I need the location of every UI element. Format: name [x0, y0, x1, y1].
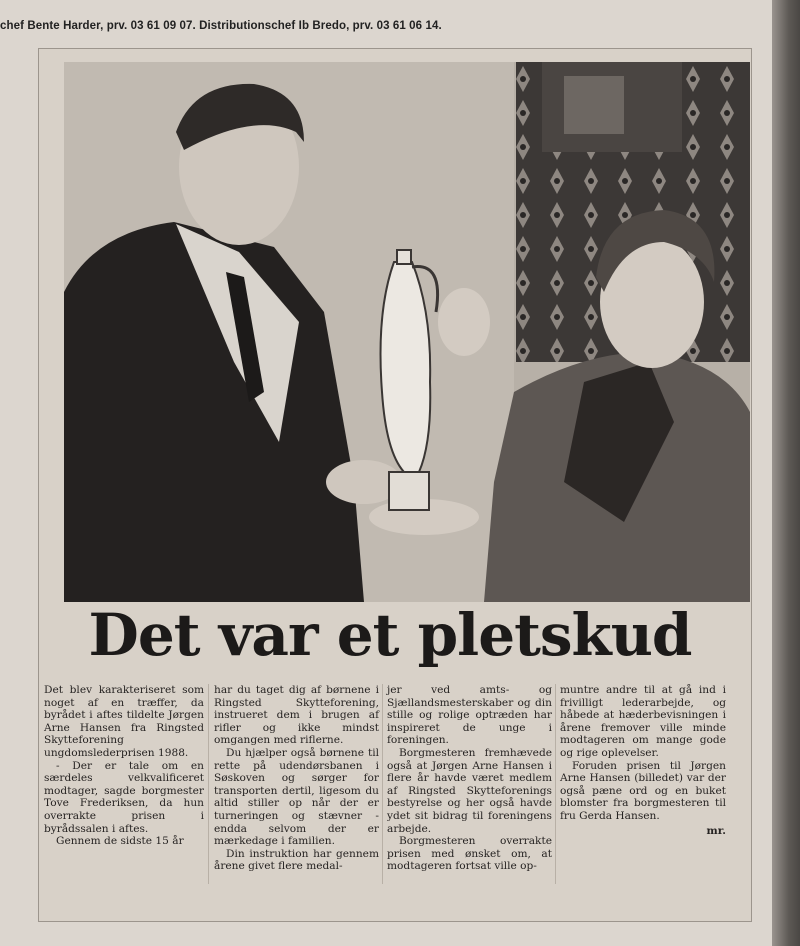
- article-column-1: [44, 684, 204, 848]
- column-divider: [382, 684, 383, 884]
- column-divider: [555, 684, 556, 884]
- article-column-2: [214, 684, 379, 873]
- paragraph: Borgmesteren fremhævede også at Jørgen Arne Hansen i flere år havde været medlem af Ringsted Skytteforenings bestyrelse og her også havde ydet sit bidrag til foreningens arbejde.: [387, 746, 552, 835]
- paragraph: - Der er tale om en særdeles velkvalificeret modtager, sagde borgmester Tove Frederiksen, da hun overrakte prisen i byrådssalen i aftes.: [44, 759, 204, 835]
- paragraph: har du taget dig af børnene i Ringsted Skytteforening, instrueret dem i brugen af rifler og ikke mindst omgangen med riflerne.: [214, 684, 379, 747]
- paragraph: Din instruktion har gennem årene givet flere medal-: [214, 847, 379, 873]
- header-contact-line: chef Bente Harder, prv. 03 61 09 07. Distributionschef Ib Bredo, prv. 03 61 06 14.: [0, 20, 442, 32]
- paragraph: Du hjælper også børnene til rette på udendørsbanen i Søskoven og sørger for transporten dertil, ligesom du altid stiller op når der er turneringen og stævner - endda selvom der er mærkedage i familien.: [214, 746, 379, 848]
- scan-edge: [772, 0, 800, 946]
- paragraph: muntre andre til at gå ind i frivilligt lederarbejde, og håbede at hæderbevisningen i årene fremover ville minde modtageren om mange gode og rige oplevelser.: [560, 684, 726, 759]
- article-column-4: [560, 684, 726, 837]
- paragraph: Foruden prisen til Jørgen Arne Hansen (billedet) var der også pæne ord og en buket blomster fra borgmesteren til fru Gerda Hansen.: [560, 759, 726, 822]
- paragraph: Gennem de sidste 15 år: [56, 835, 184, 848]
- paragraph: Borgmesteren overrakte prisen med ønsket om, at modtageren fortsat ville op-: [387, 835, 552, 873]
- author-signature: mr.: [706, 824, 726, 837]
- column-divider: [208, 684, 209, 884]
- article-photo: [64, 62, 750, 602]
- paragraph: Det blev karakteriseret som noget af en træffer, da byrådet i aftes tildelte Jørgen Arne Hansen fra Ringsted Skytteforening ungdomslederprisen 1988.: [44, 684, 204, 759]
- paragraph: jer ved amts- og Sjællandsmesterskaber og din stille og rolige optræden har inspireret de unge i foreningen.: [387, 684, 552, 747]
- headline: Det var et pletskud: [88, 601, 692, 669]
- article-column-3: [387, 684, 552, 873]
